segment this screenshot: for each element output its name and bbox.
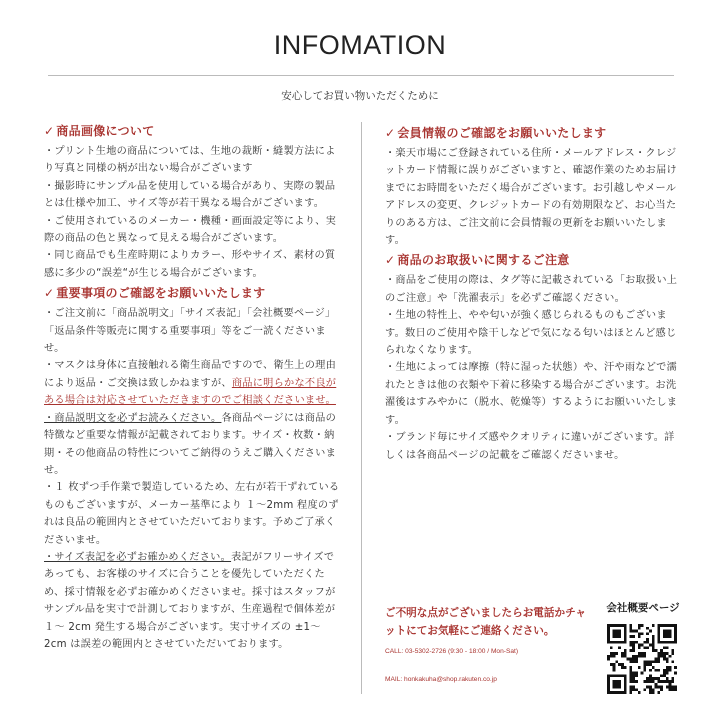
paragraph: ・生地によっては摩擦（特に湿った状態）や、汗や雨などで濡れたときは他の衣類や下着に移染する場合がございます。お洗濯後はすみやかに（脱水、乾燥等）するようにお願いいたします。 [385, 362, 678, 426]
contact-block [385, 604, 595, 685]
paragraph: ・商品説明文を必ずお読みください。各商品ページには商品の特徴など重要な情報が記載されております。サイズ・枚数・納期・その他商品の特性についてご納得のうえご購入くださいませ。 [44, 412, 337, 476]
mail-link[interactable]: MAIL: honkakuha@shop.rakuten.co.jp [385, 676, 497, 683]
column-divider [361, 122, 362, 694]
page-subtitle: 安心してお買い物いただくために [281, 90, 439, 102]
call-info: CALL: 03-5302-2726 (9:30 - 18:00 / Mon-Sat) [385, 648, 519, 655]
paragraph: ・同じ商品でも生産時期によりカラー、形やサイズ、素材の質感に多少の“誤差“が生じる場合がございます。 [44, 250, 336, 279]
defect-notice: 商品に明らかな不良がある場合は対応させていただきますのでご相談くださいませ。 [44, 377, 337, 407]
section-heading-product-images: ✓ 商品画像について [44, 124, 155, 138]
paragraph: ・プリント生地の商品については、生地の裁断・縫製方法により写真と同様の柄が出ない場合がございます [44, 146, 336, 175]
page-title: INFOMATION [273, 30, 447, 60]
right-column [385, 122, 679, 464]
check-icon: ✓ [385, 253, 396, 268]
section-heading-member-info: ✓ 会員情報のご確認をお願いいたします [385, 126, 607, 140]
section-heading-important-notes: ✓ 重要事項のご確認をお願いいたします [44, 286, 266, 301]
check-icon: ✓ [385, 126, 396, 140]
paragraph: ・楽天市場にご登録されている住所・メールアドレス・クレジットカード情報に誤りがございますと、確認作業のためお届けまでにお時間をいただく場合がございます。お引越しやメールアドレスの変更、クレジットカードの有効期限など、お心当たりのある方は、ご注文前に会員情報の更新をお願いいたします。 [385, 148, 677, 247]
size-text: 表記がフリーサイズであっても、お客様のサイズに合うことを優先していただくため、採寸情報を必ずお確かめくださいませ。採寸はスタッフがサンプル品を実寸で計測しておりますが、生産過程で個体差が １～ 2cm 発生する場合がございます。実寸サイズの ±1～ 2cm は誤差の範囲内とさせていただいております。 [44, 551, 336, 650]
read-description-notice: ・商品説明文を必ずお読みください。 [44, 412, 222, 424]
left-column [44, 120, 340, 653]
paragraph [44, 549, 340, 653]
paragraph: ・ご注文前に「商品説明文」「サイズ表記」「会社概要ページ」「返品条件等販売に関する重要事項」等をご一読くださいませ。 [44, 308, 336, 355]
section-heading-handling: ✓ 商品のお取扱いに関するご注意 [385, 253, 570, 268]
paragraph: ・マスクは身体に直接触れる衛生商品ですので、衛生上の理由により返品・ご交換は致しかねますが、商品に明らかな不良がある場合は対応させていただきますのでご相談くださいませ。 [44, 360, 337, 407]
paragraph: ・生地の特性上、やや匂いが強く感じられるものもございます。数日のご使用や陰干しなどで気になる匂いはほとんど感じられなくなります。 [385, 310, 677, 357]
paragraph: ・ご使用されているのメーカー・機種・画面設定等により、実際の商品の色と異なって見える場合がございます。 [44, 215, 337, 245]
paragraph: ・商品をご使用の際は、タグ等に記載されている「お取扱い上のご注意」や「洗濯表示」を必ずご確認ください。 [385, 275, 678, 304]
qr-code-icon[interactable] [607, 624, 677, 694]
check-size-notice: ・サイズ表記を必ずお確かめください。 [44, 551, 232, 563]
paragraph: ・撮影時にサンプル品を使用している場合があり、実際の製品とは仕様や加工、サイズ等が若干異なる場合がございます。 [44, 180, 336, 210]
title-divider [48, 75, 674, 76]
contact-message: ご不明な点がございましたらお電話かチャットにてお気軽にご連絡ください。 [385, 607, 586, 637]
paragraph: ・１ 枚ずつ手作業で製造しているため、左右が若干ずれているものもございますが、メーカー基準により １～2mm 程度のずれは良品の範囲内とさせていただいております。予めご了承くださいませ。 [44, 482, 340, 546]
check-icon: ✓ [44, 124, 55, 138]
paragraph: ・ブランド毎にサイズ感やクオリティに違いがございます。詳しくは各商品ページの記載をご確認くださいませ。 [385, 432, 675, 461]
company-page-label: 会社概要ページ [606, 602, 680, 614]
check-icon: ✓ [44, 286, 55, 301]
